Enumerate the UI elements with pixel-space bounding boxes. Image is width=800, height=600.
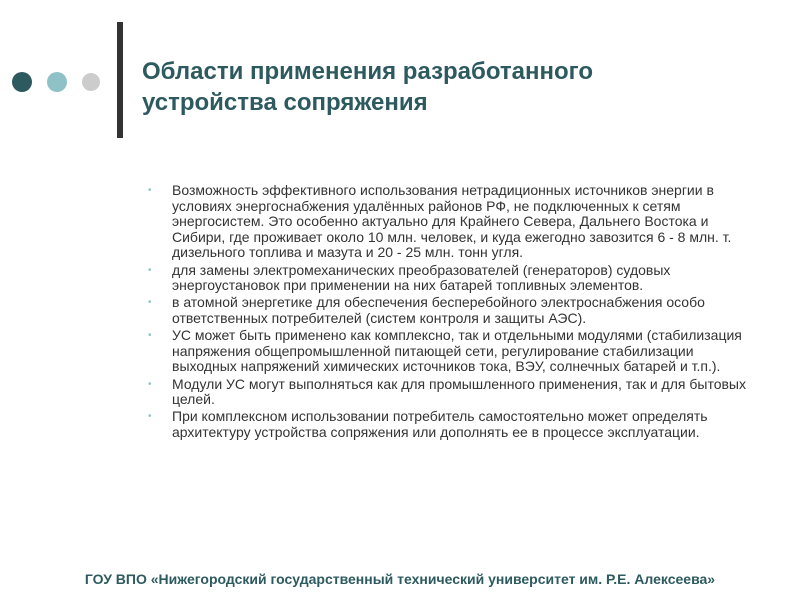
bullet-text: Модули УС могут выполняться как для промышленного применения, так и для бытовых целей. — [172, 375, 746, 408]
bullet-marker: • — [148, 411, 152, 423]
slide-title — [142, 56, 742, 118]
decor-dot-dark — [12, 72, 32, 92]
title-divider-bar — [117, 22, 123, 138]
bullet-marker: • — [148, 330, 152, 342]
bullet-list — [146, 183, 746, 442]
bullet-text: в атомной энергетике для обеспечения бесперебойного электроснабжения особо ответственных потребителей (систем контроля и защиты АЭС). — [172, 294, 705, 326]
decor-dot-light — [47, 72, 67, 92]
decor-dot-gray — [82, 73, 100, 91]
bullet-item — [146, 377, 746, 408]
footer-institution: ГОУ ВПО «Нижегородский государственный технический университет им. Р.Е. Алексеева» — [84, 571, 716, 587]
slide-title-line-1: Области применения разработанного — [142, 58, 594, 85]
bullet-marker: • — [148, 264, 152, 276]
bullet-item — [146, 295, 746, 326]
bullet-text: При комплексном использовании потребитель самостоятельно может определять архитектуру устройства сопряжения или дополнять ее в процессе эксплуатации. — [172, 408, 708, 440]
bullet-text: для замены электромеханических преобразователей (генераторов) судовых энергоустановок при применении на них батарей топливных элементов. — [172, 261, 671, 294]
bullet-item — [146, 409, 746, 440]
bullet-text: Возможность эффективного использования нетрадиционных источников энергии в условиях энергоснабжения удалённых районов РФ, не подключенных к сетям энергосистем. Это особенно актуально для Крайнего Севера, Дальнего Востока и Сибири, где проживает около 10 млн. человек, и куда ежегодно завозится 6 - 8 млн. т. дизельного топлива и мазута и 20 - 25 млн. тонн угля. — [172, 182, 732, 261]
bullet-marker: • — [148, 297, 152, 309]
slide-title-line-2: устройства сопряжения — [142, 89, 428, 116]
bullet-marker: • — [148, 378, 152, 390]
bullet-text: УС может быть применено как комплексно, так и отдельными модулями (стабилизация напряжения общепромышленной питающей сети, регулирование стабилизации выходных напряжений химических источников тока, ВЭУ, солнечных батарей и т.п.). — [172, 327, 742, 375]
bullet-item — [146, 328, 746, 375]
bullet-item — [146, 183, 746, 261]
bullet-item — [146, 263, 746, 294]
bullet-marker: • — [148, 185, 152, 196]
